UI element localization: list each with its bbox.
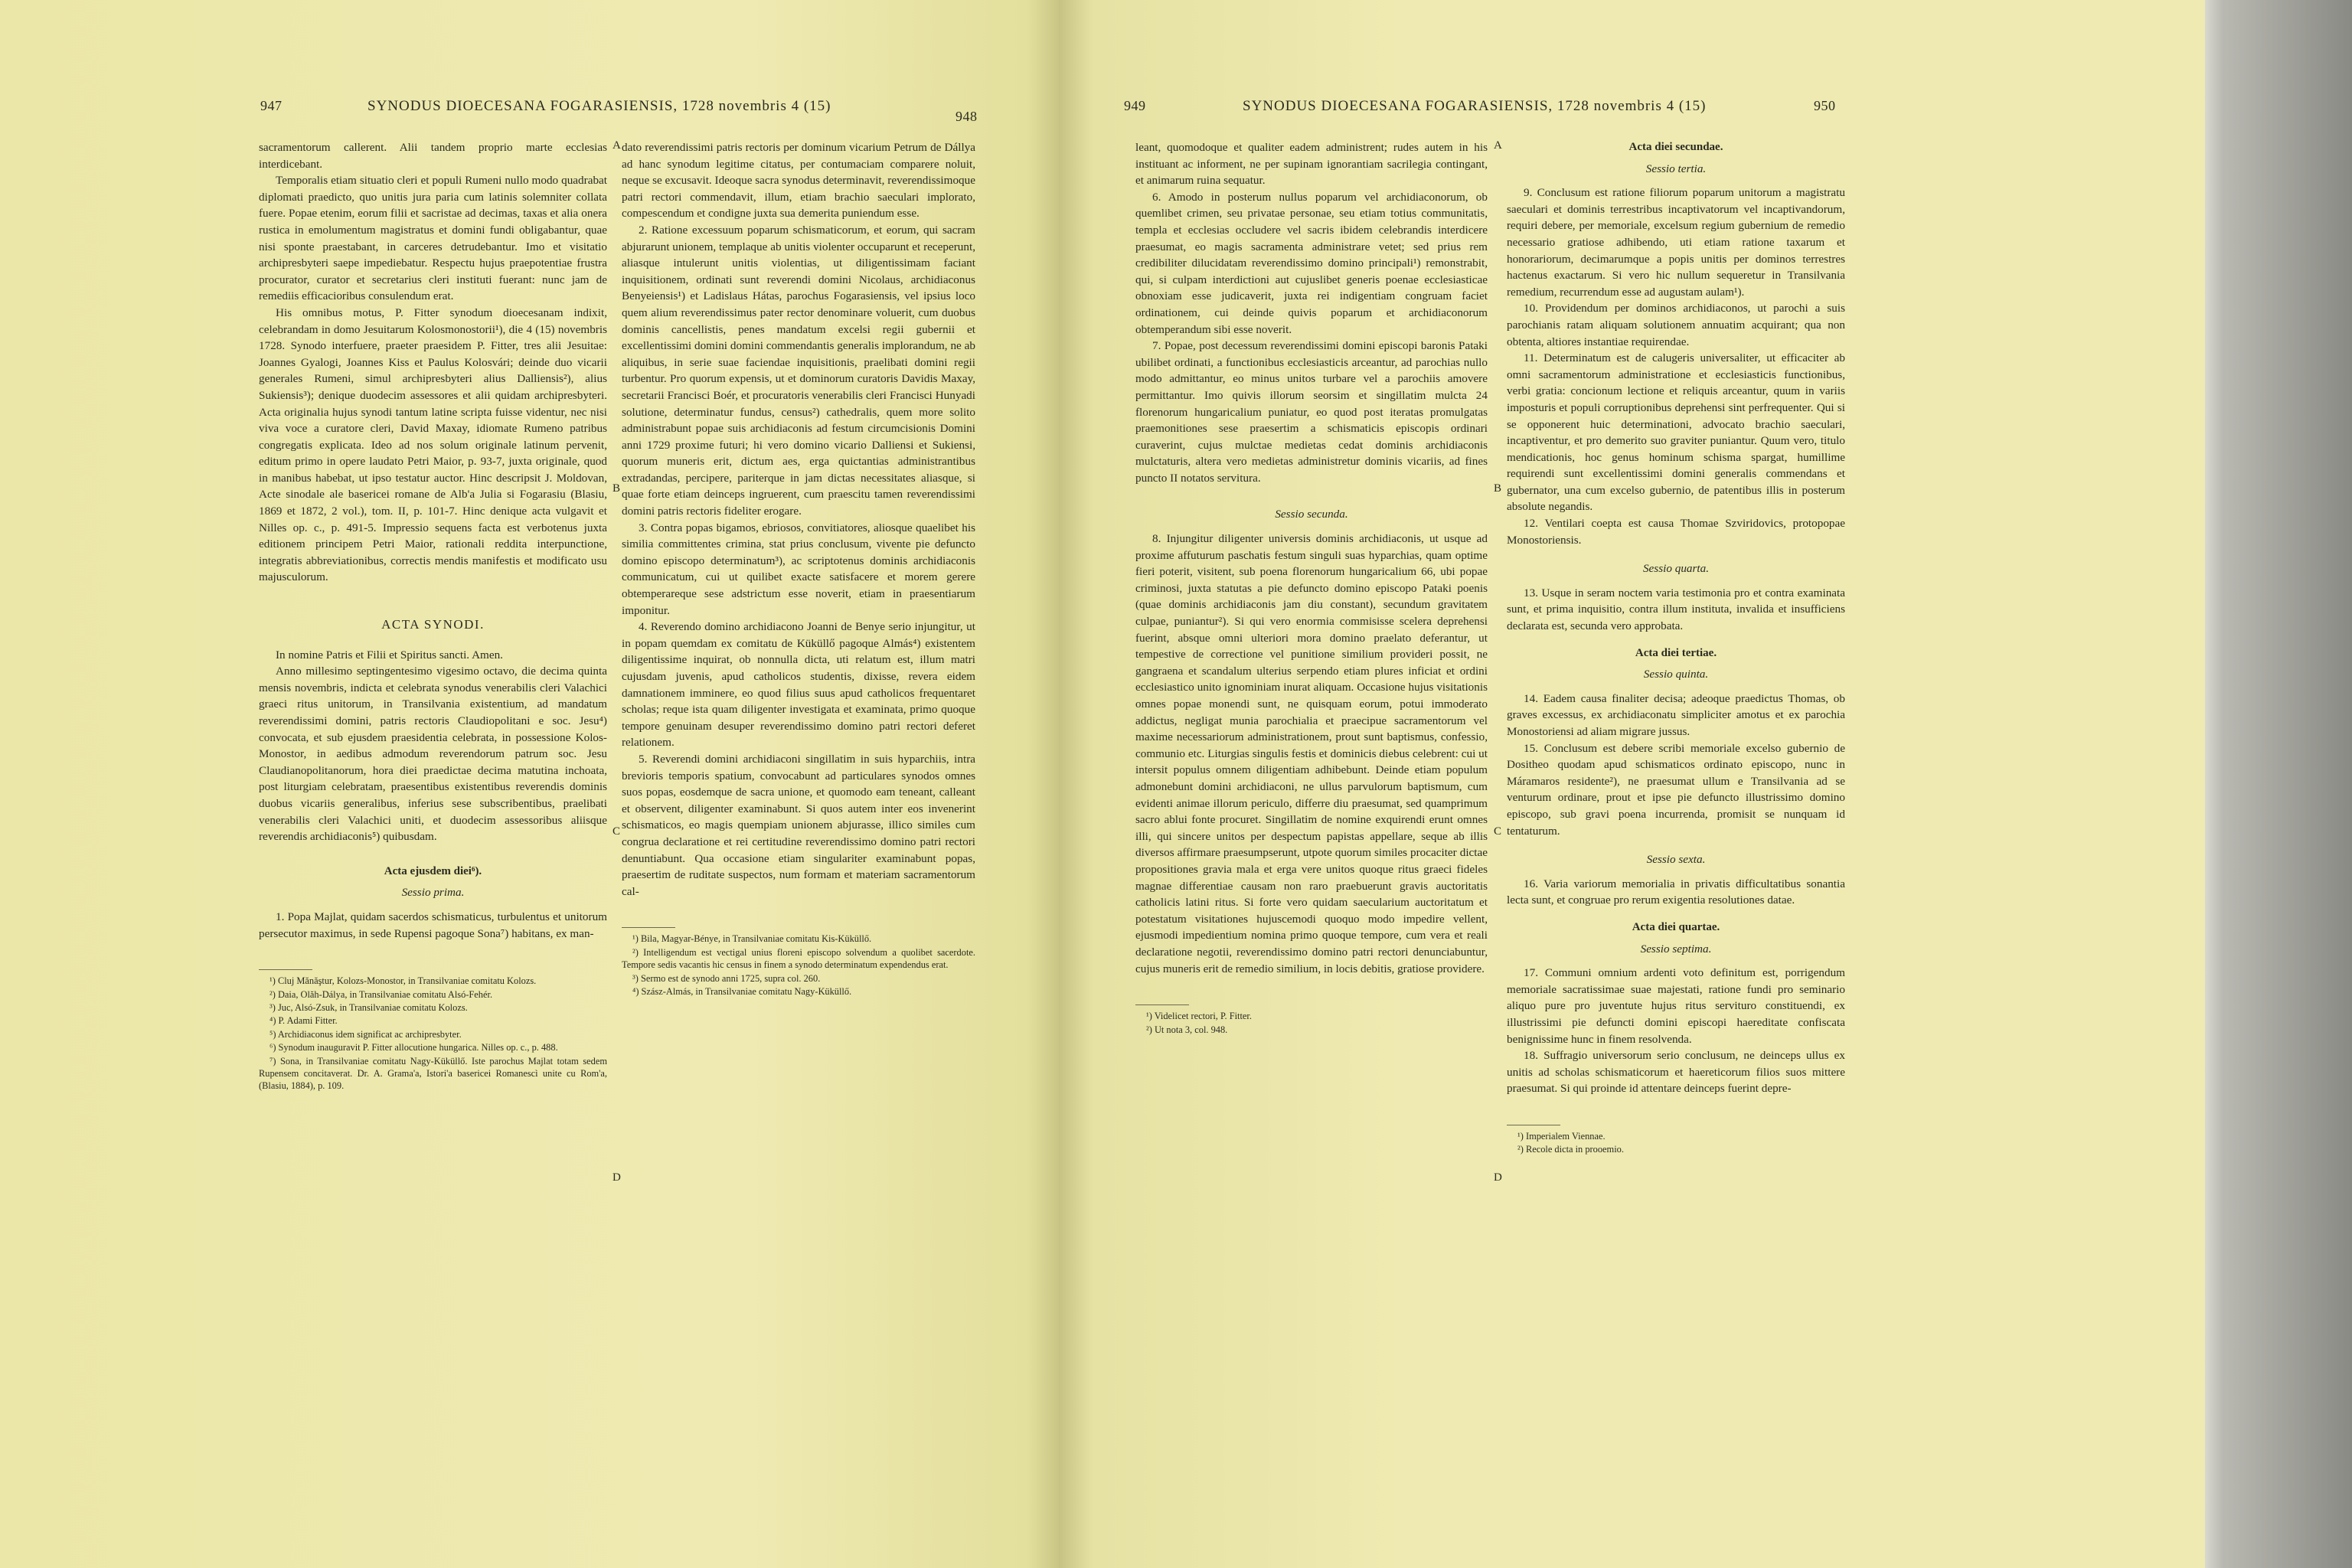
right-page [1059,0,2205,1568]
footnotes-947 [259,962,607,1093]
sessio-septima-heading: Sessio septima. [1640,942,1712,956]
footnote: ⁵) Archidiaconus idem significat ac archipresbyter. [270,1028,462,1040]
paragraph: 13. Usque in seram noctem varia testimonia pro et contra examinata sunt, et prima inquisitio, contra illum instituta, invalida et insufficiens declarata est, secunda vero approbata. [1507,586,1845,633]
column-950 [1507,139,1845,1502]
footnote: ⁴) Szász-Almás, in Transilvaniae comitatu Nagy-Küküllő. [632,985,852,997]
paragraph: 11. Determinatum est de calugeris universaliter, ut efficaciter ab omni sacramentorum administratione et ecclesiasticis functionibus, verbi gratia: concionum lectione et reliquis arceantur, quum in variis imposturis et populi corruptionibus deprehensi sint perfrequenter. Qui si se opponerent huic determinationi, advocato brachio saeculari, incaptiventur, et pro demerito suo graviter puniantur. Quum vero, titulo mendicationis, hoc genus hominum schisma spargat, humillime requirendi sunt excellentissimi domini generalis commendans et gubernator, una cum excelso gubernio, de patentibus illis in posterum absolute negandis. [1507,351,1845,514]
footnote: ²) Intelligendum est vectigal unius floreni episcopo solvendum a quolibet sacerdote. Tempore sedis vacantis hic census in finem a synodo determinatum expendendus erat. [622,946,975,971]
margin-letter-c-left: C [612,825,621,838]
running-title-right: SYNODUS DIOECESANA FOGARASIENSIS, 1728 novembris 4 (15) [1243,98,1707,114]
sessio-prima-heading: Sessio prima. [401,886,465,900]
sessio-sexta-heading: Sessio sexta. [1646,853,1706,867]
acta-synodi-heading: ACTA SYNODI. [381,617,485,632]
footnote: ¹) Cluj Mănăştur, Kolozs-Monostor, in Transilvaniae comitatu Kolozs. [270,975,537,987]
page-edge-background [2205,0,2352,1568]
sessio-secunda-heading: Sessio secunda. [1275,508,1348,521]
footnote: ⁷) Sona, in Transilvaniae comitatu Nagy-Küküllő. Iste parochus Majlat totam sedem Rupensem concitaverat. Dr. A. Grama'a, Istori'a basericei Romanescì unite cu Rom'a, (Blasiu, 1884), p. 109. [259,1055,607,1092]
acta-diei-tertiae-heading: Acta diei tertiae. [1635,646,1717,659]
paragraph: 8. Injungitur diligenter universis dominis archidiaconis, ut usque ad proxime affuturum paschatis festum singuli suas hyparchias, quam optime fieri poterit, visitent, sub poena florenorum hungaricalium 66, ubi popae criminosi, juxta statutas a pie defuncto domino episcopo Pataki poenis (quae dominis archidiaconis jam diu constant), secundum gravitatem culpae, puniantur²). Si qui vero enormia commisisse scelera deprehensi fuerint, absque omni ulteriori mora domino praelato deferantur, ut tempestive de correctione vel punitione similium provideri possit, ne gangraena et scandalum ulterius serpendo etiam plures inficiat et ordini ecclesiastico unito ignominiam inurat aliquam. Occasione hujus visitationis omnes popae monendi sunt, ne quisquam eorum, potui immoderato addictus, negligat munia parochialia et praecipue sacramentorum vel maxime necessariorum administrationem, prout sunt baptismus, confessio, communio etc. Liturgias singulis festis et dominicis diebus celebrent: cui ut intersit populus omnem diligentiam adhibebunt. Deinde etiam populum admonebunt domini archidiaconi, ne ullus parvulorum baptismum, cum evidenti animae illorum periculo, differre diu praesumat, sed quamprimum sacro ablui fonte procuret. Singillatim de nomine exquirendi erunt omnes illi, qui sincere unitos per despectum papistas appellare, seque ab illis diversos affirmare praesumpserunt, utpote quorum similes procaciter dictae propositiones gravia mala et erga vere unitos quoque ritus graeci fideles magnae differentiae causam non raro praebuerunt gravis auctoritatis catholicis latini ritus. Si forte vero quidam saecularium auctoritatum et potestatum visitationes hujuscemodi quoquo modo impedire vellent, ejusmodi impedientium nomina primo quoque tempore, cum vera et reali declaratione negotii, reverendissimo domino patri rectori denunciabuntur, cujus muneris erit de remedio similium, in locis debitis, gratiose providere. [1135,532,1488,975]
margin-letter-a-left: A [612,139,621,152]
margin-letter-c-right: C [1494,825,1502,838]
acta-diei-quartae-heading: Acta diei quartae. [1632,920,1720,933]
paragraph: 1. Popa Majlat, quidam sacerdos schismaticus, turbulentus et unitorum persecutor maximus, in sede Rupensi pagoque Sona⁷) habitans, ex man- [259,910,607,940]
paragraph: 15. Conclusum est debere scribi memoriale excelso gubernio de Dositheo quodam apud schismaticos ordinato episcopo, nunc in Máramaros residente²), ne praesumat ullum e Transilvania ad se venturum ordinare, prout et ipse pie defuncto illustrissimo domino episcopo, sub gravi poena incurrenda, promisit se nunquam id tentaturum. [1507,741,1845,838]
paragraph: 14. Eadem causa finaliter decisa; adeoque praedictus Thomas, ob graves excessus, ex archidiaconatu simpliciter amotus et ex parochia Monostoriensi ad aliam migrare jussus. [1507,691,1845,738]
footnote: ¹) Videlicet rectori, P. Fitter. [1146,1011,1252,1022]
sessio-quinta-heading: Sessio quinta. [1643,668,1709,681]
paragraph: 7. Popae, post decessum reverendissimi domini episcopi baronis Pataki ubilibet ordinati, a functionibus ecclesiasticis arceantur, ad parochias nullo modo admittantur, eo minus unitos turbare vel a parochiis amovere permittantur. Imo quivis illorum seorsim et singillatim mulcta 24 florenorum hungaricalium puniatur, eo quod post iteratas promulgatas praemonitiones sese praesertim a schismaticis episcopis ordinari curaverint, cujus mulctae medietas cedat dominis archidiaconis mulctaturis, altera vero medietas administretur dominis vicariis, ad fines puncto II notatos servitura. [1135,339,1488,485]
margin-letter-a-right: A [1494,139,1502,152]
paragraph: His omnibus motus, P. Fitter synodum dioecesanam indixit, celebrandam in domo Jesuitarum Kolosmonostorii¹), die 4 (15) novembris 1728. Synodo interfuere, praeter praesidem P. Fitter, tres alii Jesuitae: Joannes Gyalogi, Joannes Kiss et Paulus Kolosvári; deinde duo vicarii generales Rumeni, simul archipresbyteri alius Dalliensis²), alius Sukiensis³); denique duodecim assessores et alii quidam archipresbyteri. Acta originalia hujus synodi tantum latine scripta fuisse videntur, nec nisi viva voce a curatore cleri, David Maxay, idiomate Rumeno patribus congregatis explicata. Ideo ad nos solum originale latinum pervenit, editum primo in opere laudato Petri Maior, p. 93-7, juxta originale, quod in manibus habebat, ut ipso testatur auctor. Hinc descripsit J. Moldovan, Acte sinodale ale basericei romane de Alb'a Julia si Fogarasiu (Blasiu, 1869 et 1872, 2 vol.), tom. II, p. 101-7. Hinc denique acta vulgavit et Nilles op. c., p. 491-5. Impressio sequens facta est verbotenus juxta editionem principem Petri Maior, rationali reddita interpunctione, integratis abbreviationibus, correctis mendis manifestis et modificato usu majusculorum. [259,305,607,584]
paragraph: 3. Contra popas bigamos, ebriosos, convitiatores, aliosque quaelibet his similia committentes crimina, stat prius conclusum, vivente pie defuncto domino episcopo determinatum³), ac scriptotenus dominis archidiaconis communicatum, cui ut quilibet exacte satisfacere et morem gerere obtemperareque sese adstrictum esse noverit, etiam in praesentiarum imponitur. [622,521,975,617]
acta-ejusdem-diei-heading: Acta ejusdem diei⁶). [384,864,482,877]
footnote: ²) Recole dicta in prooemio. [1517,1144,1624,1155]
page-number-950: 950 [1814,98,1836,113]
page-number-949: 949 [1124,98,1146,113]
column-948 [622,139,975,1517]
page-number-947: 947 [260,98,283,113]
paragraph: sacramentorum callerent. Alii tandem proprio marte ecclesias interdicebant. [259,141,607,171]
left-page [0,0,1059,1568]
footnote: ²) Daia, Olăh-Dálya, in Transilvaniae comitatu Alsó-Fehér. [270,988,493,1000]
acta-diei-secundae-heading: Acta diei secundae. [1628,141,1723,153]
footnote: ²) Ut nota 3, col. 948. [1146,1024,1228,1035]
sessio-quarta-heading: Sessio quarta. [1642,562,1710,576]
footnote: ³) Sermo est de synodo anni 1725, supra col. 260. [632,972,821,984]
paragraph: 10. Providendum per dominos archidiaconos, ut parochi a suis parochianis ratam aliquam solutionem annuatim acquirant; qua non obtenta, altiores instantiae requirendae. [1507,302,1845,348]
paragraph: 12. Ventilari coepta est causa Thomae Szviridovics, protopopae Monostoriensis. [1507,517,1845,547]
right-running-head [1059,98,2205,126]
margin-letter-d-left: D [612,1171,621,1184]
column-947 [259,139,607,1464]
running-title-left: SYNODUS DIOECESANA FOGARASIENSIS, 1728 novembris 4 (15) [368,98,831,114]
paragraph: 18. Suffragio universorum serio conclusum, ne deinceps ullus ex unitis ad scholas schismaticorum et haereticorum filios suos mittere praesumat. Si qui proinde id attentare deinceps fuerint depre- [1507,1049,1845,1096]
paragraph: 9. Conclusum est ratione filiorum poparum unitorum a magistratu saeculari et dominis terrestribus incaptivatorum vel incaptivandorum, requiri debere, per memoriale, excelsum regium gubernium de remedio necessario gratiose adhibendo, uti etiam ratione taxarum et honorariorum, decimarumque a popis unitis per dominos terrestres hactenus exactarum. Si vero hic nullum sequeretur in Transilvania remedium, recurrendum esse ad augustam aulam¹). [1507,186,1845,299]
margin-letter-b-left: B [612,482,621,495]
page-number-948: 948 [956,109,978,124]
paragraph: Temporalis etiam situatio cleri et populi Rumeni nullo modo quadrabat diplomati praedicto, quo unitis jura paria cum latinis solemniter collata fuere. Popae etenim, eorum filii et sacristae ad decimas, taxas et alia onera rustica in emolumentum magistratus et domini fundi obligabantur, quae nisi sponte praestabant, in carceres detrudebantur. Imo et visitatio archipresbyteri saepe impediebatur. Respectu hujus praepotentiae frustra procurator, curator et secretarius cleri instituti fuerant: nunc jam de remediis efficacioribus consulendum erat. [259,174,607,303]
paragraph: 16. Varia variorum memorialia in privatis difficultatibus sonantia lecta sunt, et congruae pro rerum exigentia resolutiones datae. [1507,877,1845,907]
paragraph: Anno millesimo septingentesimo vigesimo octavo, die decima quinta mensis novembris, indicta et celebrata synodus venerabilis cleri Valachici graeci ritus unitorum, in Transilvania existentium, ad mandatum reverendissimi domini, patris rectoris Claudiopolitani e soc. Jesu⁴) convocata, et sub ejusdem praesidentia celebrata, in possessione Kolos-Monostor, in aedibus admodum reverendorum patrum soc. Jesu Claudianopolitanorum, hora diei praedictae decima matutina inchoata, post liturgiam celebratam, praesentibus existentibus reverendis dominis duobus vicariis generalibus, inferius sese subscribentibus, praelibati venerabilis cleri Valachici uniti, et duodecim assessoribus aliisque reverendis archidiaconis⁵) quibusdam. [259,665,607,844]
footnote-rule [1135,1004,1189,1005]
footnote: ¹) Bila, Magyar-Bénye, in Transilvaniae comitatu Kis-Küküllő. [632,933,872,945]
paragraph: dato reverendissimi patris rectoris per dominum vicarium Petrum de Dállya ad hanc synodum legitime citatus, per contumaciam comparere noluit, neque se excusavit. Ideoque sacra synodus determinavit, reverendissimoque patri rectori commendavit, illum, etiam brachio saeculari implorato, compescendum et condigne juxta sua demerita puniendum esse. [622,141,975,220]
footnote-rule [259,969,312,970]
paragraph: 2. Ratione excessuum poparum schismaticorum, et eorum, qui sacram abjurarunt unionem, templaque ab unitis violenter occuparunt et receperunt, aliasque intulerunt unitis violentias, ut diligentissimam faciant inquisitionem, ordinati sunt reverendi domini Nicolaus, archidiaconus Benyeiensis¹) et Ladislaus Hátas, parochus Fogarasiensis, vel ipsius loco quem alium reverendissimus pater rector denominare voluerit, cum duobus dominis cancellistis, penes mandatum excelsi regii gubernii et excellentissimi domini domini commendantis generalis implorandum, ne ab aliquibus, in serie suae faciendae inquisitionis, praelibati domini regii turbentur. Pro quorum expensis, ut et dominorum curatoris Davidis Maxay, secretarii Francisci Boér, et procuratoris venerabilis cleri Francisci Hunyadi solutione, determinatur fundus, census²) cathedralis, quem more solito administrabunt popae suis archidiaconis ad festum circumcisionis Domini anni 1729 proxime futuri; hi vero domino vicario Dalliensi et Sukiensi, quorum muneris erit, dictum aes, erga quictantias administrantibus extradandas, percipere, pariterque in jam dictas necessitates aliasque, si quae forte etiam deinceps ingruerent, cum praescitu tamen reverendissimi domini patris rectoris fideliter erogare. [622,223,975,518]
margin-letter-b-right: B [1494,482,1502,495]
column-949 [1135,139,1488,1487]
paragraph: In nomine Patris et Filii et Spiritus sancti. Amen. [276,648,503,662]
paragraph: 17. Communi omnium ardenti voto definitum est, porrigendum memoriale sacratissimae suae majestati, ratione fundi pro seminario aliquo pure pro juventute hujus ritus servituro constituendi, ex illustrissimi pie defuncti domini episcopi haereditate confiscata benignissime hunc in finem resolvenda. [1507,966,1845,1046]
sessio-tertia-heading: Sessio tertia. [1645,162,1707,175]
paragraph: 4. Reverendo domino archidiacono Joanni de Benye serio injungitur, ut in popam quemdam ex comitatu de Küküllő pagoque Almás⁴) existentem diligentissime inquirat, ob nonnulla dicta, uti relatum est, illum matri cujusdam juvenis, apud catholicos studentis, dixisse, revera eidem damnationem imminere, eo quod filius suus apud catholicos frequentaret scholas; reque ista quam diligenter investigata et examinata, primo quoque tempore genuinam desuper reverendissimo domino patri rectori deferet relationem. [622,620,975,750]
paragraph: 5. Reverendi domini archidiaconi singillatim in suis hyparchiis, intra brevioris temporis spatium, convocabunt ad particulares synodos omnes suos popas, eosdemque de sacra unione, et quomodo eam teneant, calleant et observent, diligenter examinabunt. Si quos autem inter eos invenerint schismaticos, eo magis quempiam unionem abjurasse, illico similes cum congrua declaratione et rei certitudine reverendissimo domino patri rectori denuntiabunt. Qua occasione etiam singulariter examinabunt popas, praesertim de ruditate suspectos, num formam et materiam sacramentorum cal- [622,752,975,898]
margin-letter-d-right: D [1494,1171,1502,1184]
paragraph: 6. Amodo in posterum nullus poparum vel archidiaconorum, ob quemlibet crimen, seu privatae personae, seu etiam totius communitatis, templa et ecclesias occludere vel sacris ibidem celebrandis interdicere praesumat, eo magis sacramenta administrare vetet; sed prius rem credibiliter dilucidatam reverendissimo domino principali¹) remonstrabit, qui, si culpam interdictioni aut cujuslibet generis poenae ecclesiasticae obnoxiam esse judicaverit, juxta rei indigentiam congruam faciet ordinationem, cui deinde quivis poparum et archidiaconorum obtemperandum sibi esse noverit. [1135,190,1488,336]
footnote-rule [622,927,675,928]
footnote: ⁴) P. Adami Fitter. [270,1015,338,1027]
paragraph: leant, quomodoque et qualiter eadem administrent; rudes autem in his instituant ac informent, ne per supinam ignorantiam sacrilegia contingant, et animarum ruina sequatur. [1135,141,1488,188]
footnote: ⁶) Synodum inauguravit P. Fitter allocutione hungarica. Nilles op. c., p. 488. [270,1042,558,1054]
footnote: ³) Juc, Alsó-Zsuk, in Transilvaniae comitatu Kolozs. [270,1001,468,1013]
left-running-head [0,98,1059,126]
footnotes-949 [1135,997,1488,1036]
footnotes-948 [622,920,975,998]
footnote: ¹) Imperialem Viennae. [1517,1130,1606,1142]
footnotes-950 [1507,1117,1845,1156]
